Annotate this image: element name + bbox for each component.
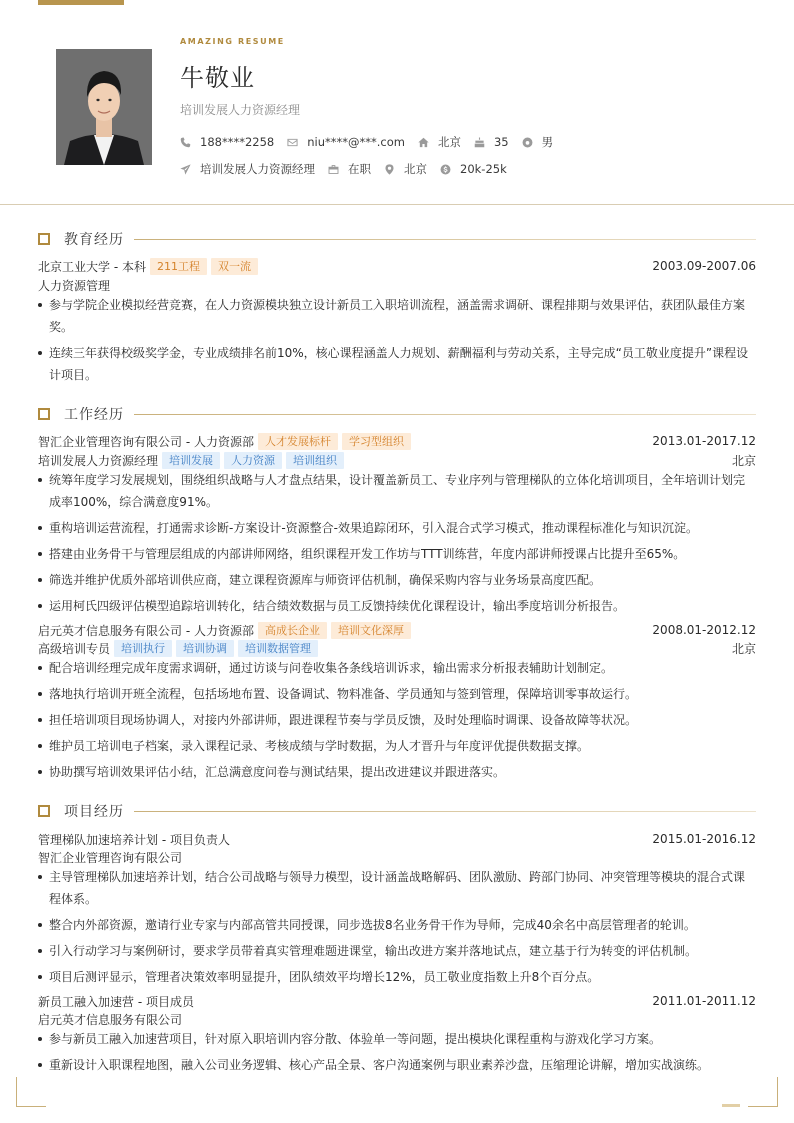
job-intention-row	[180, 161, 520, 177]
target-city-text: 北京	[404, 162, 427, 176]
gender-info	[522, 134, 554, 150]
job-bullet: 筛选并维护优质外部培训供应商，建立课程资源库与师资评估机制，确保采购内容与业务场景高度匹配。	[38, 569, 756, 591]
phone-icon	[180, 137, 191, 148]
section-divider	[134, 239, 756, 240]
project-bullet: 重新设计入职课程地图，融入公司业务逻辑、核心产品全景、客户沟通案例与职业素养沙盘，压缩理论讲解，增加实战演练。	[38, 1054, 756, 1076]
section-divider	[134, 414, 756, 415]
job-bullet: 重构培训运营流程，打通需求诊断-方案设计-资源整合-效果追踪闭环，引入混合式学习模式，推动课程标准化与知识沉淀。	[38, 517, 756, 539]
contact-info-row	[180, 134, 566, 150]
job-bullet: 运用柯氏四级评估模型追踪培训转化，结合绩效数据与员工反馈持续优化课程设计，输出季度培训分析报告。	[38, 595, 756, 617]
education-bullet: 连续三年获得校级奖学金，专业成绩排名前10%，核心课程涵盖人力规划、薪酬福利与劳动关系，主导完成“员工敬业度提升”课程设计项目。	[38, 342, 756, 386]
job-bullet: 协助撰写培训效果评估小结，汇总满意度问卷与测试结果，提出改进建议并跟进落实。	[38, 761, 756, 783]
job-bullet: 担任培训项目现场协调人，对接内外部讲师，跟进课程节奏与学员反馈，及时处理临时调课、设备故障等状况。	[38, 709, 756, 731]
gender-icon	[522, 137, 533, 148]
target-position-text: 培训发展人力资源经理	[200, 162, 315, 176]
age-text: 35	[493, 135, 509, 149]
job-city: 北京	[731, 453, 756, 468]
position-tag: 培训协调	[176, 640, 234, 657]
major-name: 人力资源管理	[38, 278, 111, 293]
job-position: 高级培训专员	[38, 641, 111, 656]
section-square-icon	[38, 805, 50, 817]
resume-header	[0, 0, 794, 205]
briefcase-icon	[328, 164, 339, 175]
job-company-row	[38, 432, 756, 450]
phone-text: 188****2258	[200, 135, 275, 149]
target-position-info	[180, 161, 315, 177]
job-status-text: 在职	[348, 162, 371, 176]
job-period: 2013.01-2017.12	[652, 434, 756, 448]
project-name: 管理梯队加速培养计划 - 项目负责人	[38, 832, 230, 847]
project-company: 智汇企业管理咨询有限公司	[38, 850, 183, 865]
expected-salary-text: 20k-25k	[460, 162, 507, 176]
job-position: 培训发展人力资源经理	[38, 453, 159, 468]
education-section-header	[38, 230, 756, 248]
section-square-icon	[38, 233, 50, 245]
job-company-row	[38, 621, 756, 639]
section-divider	[134, 811, 756, 812]
work-section-header	[38, 405, 756, 423]
person-portrait-icon	[56, 49, 152, 165]
education-period: 2003.09-2007.06	[652, 259, 756, 273]
job-city: 北京	[731, 641, 756, 656]
position-tag: 培训执行	[114, 640, 172, 657]
target-city-info	[384, 161, 427, 177]
project-company-row	[38, 848, 756, 866]
project-period: 2015.01-2016.12	[652, 832, 756, 846]
page-corner-right	[748, 1077, 778, 1107]
email-info	[287, 135, 405, 149]
project-section-header	[38, 802, 756, 820]
gender-text: 男	[541, 135, 554, 149]
job-bullet: 搭建由业务骨干与管理层组成的内部讲师网络，组织课程开发工作坊与TTT训练营，年度内部讲师授课占比提升至65%。	[38, 543, 756, 565]
job-bullet: 维护员工培训电子档案，录入课程记录、考核成绩与学时数据，为人才晋升与年度评优提供数据支撑。	[38, 735, 756, 757]
job-period: 2008.01-2012.12	[652, 623, 756, 637]
project-bullet: 引入行动学习与案例研讨，要求学员带着真实管理难题进课堂，输出改进方案并落地试点，建立基于行为转变的评估机制。	[38, 940, 756, 962]
job-position-row	[38, 451, 756, 469]
page-indicator	[722, 1104, 740, 1107]
education-bullet: 参与学院企业模拟经营竞赛，在人力资源模块独立设计新员工入职培训流程，涵盖需求调研、课程排期与效果评估，获团队最佳方案奖。	[38, 294, 756, 338]
hometown-text: 北京	[437, 135, 461, 149]
section-square-icon	[38, 408, 50, 420]
candidate-job-title: 培训发展人力资源经理	[180, 103, 301, 117]
age-info	[474, 135, 509, 149]
project-bullet: 项目后测评显示，管理者决策效率明显提升，团队绩效平均增长12%，员工敬业度指数上升8个百分点。	[38, 966, 756, 988]
home-icon	[418, 137, 429, 148]
project-section-title: 项目经历	[64, 804, 124, 820]
company-tag: 人才发展标杆	[258, 433, 338, 450]
candidate-name: 牛敬业	[180, 64, 255, 92]
job-status-info	[328, 161, 371, 177]
profile-photo	[56, 49, 152, 165]
location-pin-icon	[384, 164, 395, 175]
salary-icon	[440, 164, 451, 175]
position-tag: 培训数据管理	[238, 640, 318, 657]
education-school-row	[38, 257, 756, 275]
project-name: 新员工融入加速营 - 项目成员	[38, 994, 194, 1009]
job-bullet: 统筹年度学习发展规划，围绕组织战略与人才盘点结果，设计覆盖新员工、专业序列与管理梯队的立体化培训项目，全年培训计划完成率100%，综合满意度91%。	[38, 469, 756, 513]
job-company: 智汇企业管理咨询有限公司 - 人力资源部	[38, 434, 254, 449]
project-bullet: 整合内外部资源，邀请行业专家与内部高管共同授课，同步选拔8名业务骨干作为导师，完成40余名中高层管理者的轮训。	[38, 914, 756, 936]
project-name-row	[38, 992, 756, 1010]
school-name: 北京工业大学 - 本科	[38, 259, 146, 274]
email-text: niu****@***.com	[307, 135, 405, 149]
school-tag: 211工程	[150, 258, 207, 275]
job-company: 启元英才信息服务有限公司 - 人力资源部	[38, 623, 254, 638]
resume-tagline: AMAZING RESUME	[180, 37, 285, 46]
expected-salary-info	[440, 162, 507, 176]
project-period: 2011.01-2011.12	[652, 994, 756, 1008]
mail-icon	[287, 137, 298, 148]
company-tag: 高成长企业	[258, 622, 327, 639]
project-bullet: 参与新员工融入加速营项目，针对原入职培训内容分散、体验单一等问题，提出模块化课程重构与游戏化学习方案。	[38, 1028, 756, 1050]
cake-icon	[474, 137, 485, 148]
send-icon	[180, 164, 191, 175]
phone-info	[180, 135, 274, 149]
page-corner-left	[16, 1077, 46, 1107]
project-company: 启元英才信息服务有限公司	[38, 1012, 183, 1027]
project-name-row	[38, 830, 756, 848]
project-bullet: 主导管理梯队加速培养计划，结合公司战略与领导力模型，设计涵盖战略解码、团队激励、跨部门协同、冲突管理等模块的混合式课程体系。	[38, 866, 756, 910]
job-bullet: 落地执行培训开班全流程，包括场地布置、设备调试、物料准备、学员通知与签到管理，保障培训零事故运行。	[38, 683, 756, 705]
position-tag: 培训发展	[162, 452, 220, 469]
company-tag: 学习型组织	[342, 433, 411, 450]
school-tag: 双一流	[211, 258, 258, 275]
hometown-info	[418, 134, 461, 150]
education-major-row	[38, 276, 756, 294]
project-company-row	[38, 1010, 756, 1028]
education-section-title: 教育经历	[64, 232, 124, 248]
position-tag: 人力资源	[224, 452, 282, 469]
job-bullet: 配合培训经理完成年度需求调研，通过访谈与问卷收集各条线培训诉求，输出需求分析报表辅助计划制定。	[38, 657, 756, 679]
company-tag: 培训文化深厚	[331, 622, 411, 639]
position-tag: 培训组织	[286, 452, 344, 469]
work-section-title: 工作经历	[64, 407, 124, 423]
job-position-row	[38, 639, 756, 657]
